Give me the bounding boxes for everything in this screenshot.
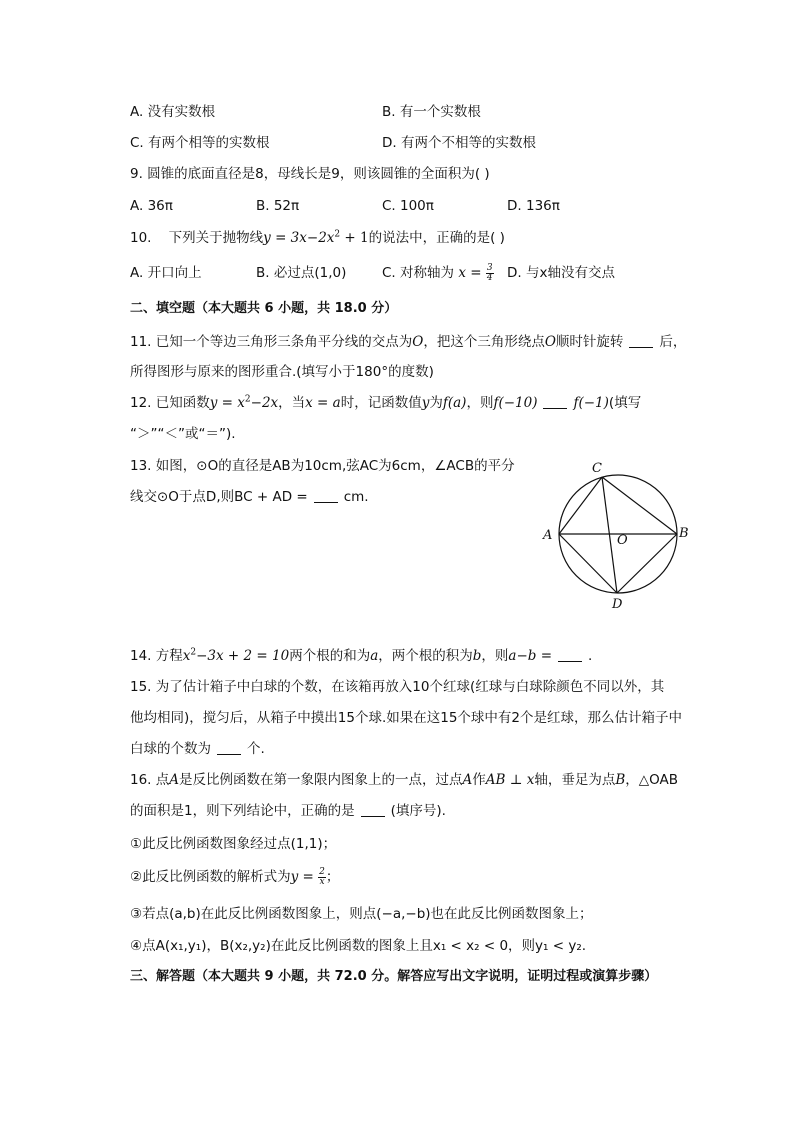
q8-option-b: B. 有一个实数根 <box>382 104 481 120</box>
label-c: C <box>592 461 602 476</box>
q12-line2: “＞”“＜”或“＝”). <box>130 426 236 442</box>
q10-option-a: A. 开口向上 <box>130 265 202 281</box>
q10-option-b: B. 必过点(1,0) <box>256 265 347 281</box>
q16-statement-4: ④点A(x₁,y₁)，B(x₂,y₂)在此反比例函数的图象上且x₁ < x₂ < 0，则y₁ < y₂. <box>130 938 587 954</box>
q15-line3: 白球的个数为 个. <box>130 741 265 757</box>
q13-line1: 13. 如图，⊙O的直径是AB为10cm,弦AC为6cm，∠ACB的平分 <box>130 458 515 474</box>
q12-answer-blank[interactable] <box>543 394 567 409</box>
q10-option-c: C. 对称轴为 x = $\frac{3}{4}$ <box>382 262 493 283</box>
q16-statement-3: ③若点(a,b)在此反比例函数图象上，则点(−a,−b)也在此反比例函数图象上； <box>130 906 593 922</box>
q9-option-b: B. 52π <box>256 198 300 214</box>
chord-cb <box>602 477 677 534</box>
q14-line: 14. 方程$x^2-3x + 2 = 10$两个根的和为a，两个根的积为b，则a−b = . <box>130 647 593 664</box>
q14-answer-blank[interactable] <box>558 647 582 662</box>
q8-option-c: C. 有两个相等的实数根 <box>130 135 270 151</box>
q8-option-a: A. 没有实数根 <box>130 104 216 120</box>
q16-line2: 的面积是1，则下列结论中，正确的是 (填序号). <box>130 803 446 819</box>
q16-statement-2: ②此反比例函数的解析式为y = $\frac{2}{x}$ ； <box>130 866 340 887</box>
q15-line1: 15. 为了估计箱子中白球的个数，在该箱再放入10个红球(红球与白球除颜色不同以外，其 <box>130 679 665 695</box>
q15-line2: 他均相同)，搅匀后，从箱子中摸出15个球.如果在这15个球中有2个是红球，那么估计箱子中 <box>130 710 683 726</box>
q10-stem: 10. 下列关于抛物线$y = 3x-2x^2 + 1$的说法中，正确的是( ) <box>130 229 505 246</box>
q11-answer-blank[interactable] <box>629 333 653 348</box>
label-b: B <box>679 526 689 541</box>
q11-line1: 11. 已知一个等边三角形三条角平分线的交点为O，把这个三角形绕点O顺时针旋转 后， <box>130 334 687 350</box>
label-d: D <box>612 597 623 610</box>
q11-line2: 所得图形与原来的图形重合.(填写小于180°的度数) <box>130 364 434 380</box>
section-2-heading: 二、填空题（本大题共 6 小题，共 18.0 分） <box>130 301 398 316</box>
circle-figure <box>538 455 698 610</box>
q13-answer-blank[interactable] <box>314 488 338 503</box>
q9-option-d: D. 136π <box>507 198 560 214</box>
chord-cd <box>602 477 617 593</box>
q10-option-d: D. 与x轴没有交点 <box>507 265 615 281</box>
label-o: O <box>617 533 628 548</box>
q16-answer-blank[interactable] <box>361 802 385 817</box>
q15-answer-blank[interactable] <box>217 740 241 755</box>
q16-statement-1: ①此反比例函数图象经过点(1,1)； <box>130 836 337 852</box>
section-3-heading: 三、解答题（本大题共 9 小题，共 72.0 分。解答应写出文字说明，证明过程或演算步骤） <box>130 969 658 984</box>
q16-line1: 16. 点A是反比例函数在第一象限内图象上的一点，过点A作AB ⊥ x轴，垂足为点B，△OAB <box>130 772 679 788</box>
q13-line2: 线交⊙O于点D,则BC + AD = cm. <box>130 489 369 505</box>
q16-fraction: $\frac{2}{x}$ <box>319 866 325 887</box>
q10-formula: y = 3x−2x <box>263 230 335 246</box>
q9-stem: 9. 圆锥的底面直径是8，母线长是9，则该圆锥的全面积为( ) <box>130 166 490 182</box>
label-a: A <box>543 528 553 543</box>
q10-fraction: $\frac{3}{4}$ <box>486 262 493 283</box>
q9-option-a: A. 36π <box>130 198 173 214</box>
q9-option-c: C. 100π <box>382 198 434 214</box>
q8-option-d: D. 有两个不相等的实数根 <box>382 135 536 151</box>
q12-line1: 12. 已知函数$y = x^2-2x$，当x = a时，记函数值y为f(a)，则f(−10) f(−1)(填写 <box>130 394 642 411</box>
chord-ac <box>559 477 602 534</box>
